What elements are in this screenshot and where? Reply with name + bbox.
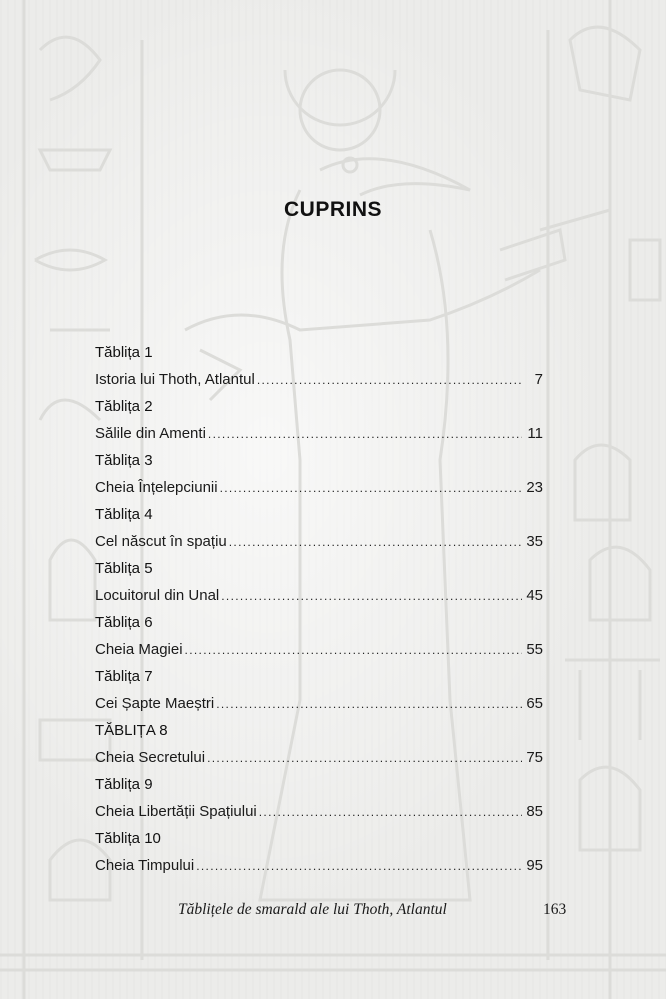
toc-page-number: 23 bbox=[526, 479, 543, 496]
toc-page-number: 65 bbox=[526, 695, 543, 712]
toc-entry-8[interactable] bbox=[95, 744, 543, 771]
dot-leader bbox=[221, 583, 522, 610]
toc-entry-4[interactable] bbox=[95, 528, 543, 555]
toc-page-number: 85 bbox=[526, 803, 543, 820]
dot-leader bbox=[257, 367, 522, 394]
toc-entry-7[interactable] bbox=[95, 690, 543, 717]
toc-entry-title: Cheia Magiei bbox=[95, 641, 183, 658]
dot-leader bbox=[220, 475, 522, 502]
toc-entry-title: Istoria lui Thoth, Atlantul bbox=[95, 371, 255, 388]
toc-heading-10: Tăblița 10 bbox=[95, 830, 161, 847]
toc-page-number: 75 bbox=[526, 749, 543, 766]
dot-leader bbox=[229, 529, 522, 556]
footer-page-number: 163 bbox=[543, 901, 567, 918]
toc-entry-3[interactable] bbox=[95, 474, 543, 501]
toc-page-number: 11 bbox=[527, 425, 543, 442]
table-of-contents bbox=[95, 339, 543, 879]
toc-entry-title: Cei Șapte Maeștri bbox=[95, 695, 215, 712]
toc-heading-8: TĂBLIȚA 8 bbox=[95, 722, 168, 739]
toc-entry-title: Locuitorul din Unal bbox=[95, 587, 220, 604]
dot-leader bbox=[207, 745, 522, 772]
toc-heading-3: Tăblița 3 bbox=[95, 452, 153, 469]
dot-leader bbox=[208, 421, 522, 448]
dot-leader bbox=[185, 637, 522, 664]
toc-entry-title: Cheia Timpului bbox=[95, 857, 195, 874]
page-title: CUPRINS bbox=[283, 198, 382, 221]
toc-page-number: 95 bbox=[526, 857, 543, 874]
toc-entry-title: Cel născut în spațiu bbox=[95, 533, 227, 550]
toc-heading-1: Tăblița 1 bbox=[95, 344, 153, 361]
toc-heading-2: Tăblița 2 bbox=[95, 398, 153, 415]
toc-heading-7: Tăblița 7 bbox=[95, 668, 153, 685]
toc-page-number: 7 bbox=[534, 371, 543, 388]
toc-heading-5: Tăblița 5 bbox=[95, 560, 153, 577]
dot-leader bbox=[216, 691, 522, 718]
toc-page-number: 55 bbox=[526, 641, 543, 658]
dot-leader bbox=[196, 853, 522, 880]
toc-entry-title: Cheia Secretului bbox=[95, 749, 206, 766]
toc-entry-title: Cheia Înțelepciunii bbox=[95, 479, 218, 496]
toc-entry-2[interactable] bbox=[95, 420, 543, 447]
toc-page-number: 45 bbox=[526, 587, 543, 604]
toc-entry-6[interactable] bbox=[95, 636, 543, 663]
dot-leader bbox=[259, 799, 522, 826]
toc-entry-1[interactable] bbox=[95, 366, 543, 393]
toc-heading-4: Tăblița 4 bbox=[95, 506, 153, 523]
toc-entry-title: Sălile din Amenti bbox=[95, 425, 206, 442]
toc-entry-5[interactable] bbox=[95, 582, 543, 609]
toc-entry-title: Cheia Libertății Spațiului bbox=[95, 803, 257, 820]
toc-heading-9: Tăblița 9 bbox=[95, 776, 153, 793]
toc-entry-9[interactable] bbox=[95, 798, 543, 825]
toc-heading-6: Tăblița 6 bbox=[95, 614, 153, 631]
running-footer-title: Tăblițele de smarald ale lui Thoth, Atlantul bbox=[178, 901, 447, 918]
toc-entry-10[interactable] bbox=[95, 852, 543, 879]
toc-page-number: 35 bbox=[526, 533, 543, 550]
